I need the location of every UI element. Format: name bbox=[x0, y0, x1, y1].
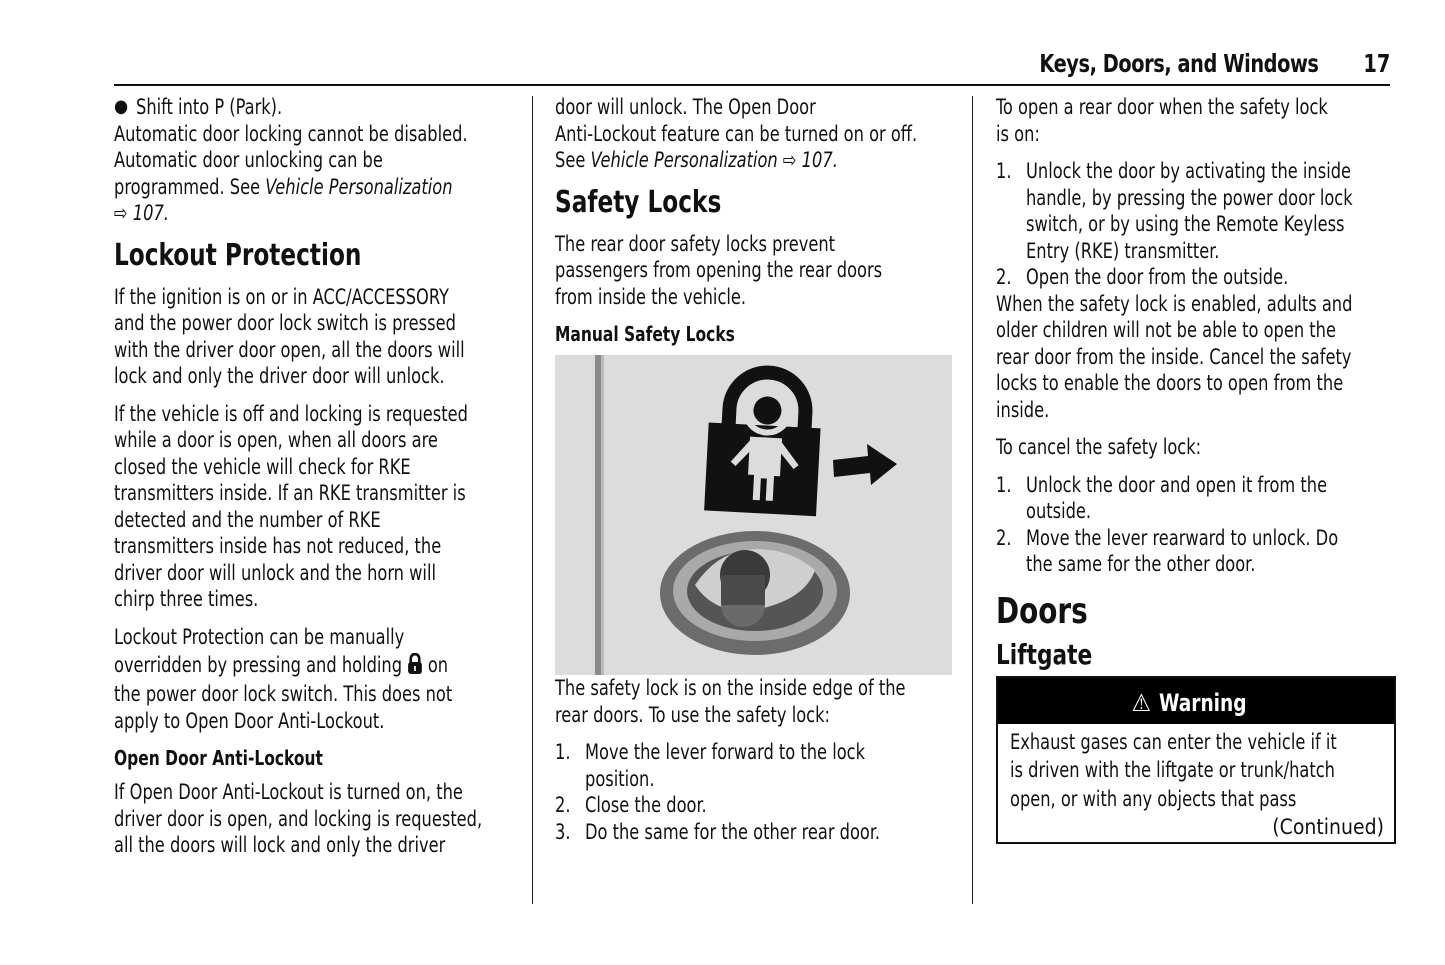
list-item bbox=[996, 525, 1396, 578]
heading-liftgate: Liftgate bbox=[996, 637, 1093, 671]
list-text: Move the lever forward to the lock position. bbox=[585, 740, 866, 791]
list-number: 1. bbox=[996, 472, 1012, 497]
paragraph: Automatic door locking cannot be disabled. Automatic door unlocking can be programmed. See Vehicle Personalization ⇨ 107. bbox=[114, 121, 468, 225]
text-line: locks to enable the doors to open from the bbox=[996, 371, 1344, 395]
column-2 bbox=[555, 94, 955, 845]
warning-header: ⚠ Warning bbox=[998, 678, 1394, 724]
list-item bbox=[996, 264, 1396, 291]
paragraph: Lockout Protection can be manually overridden by pressing and holding on the power door lock switch. This does not apply to Open Door Anti-Lockout. bbox=[114, 624, 453, 733]
column-1 bbox=[114, 94, 514, 870]
bullet-item: ● Shift into P (Park). bbox=[114, 95, 283, 119]
paragraph bbox=[555, 231, 955, 311]
list-text: Unlock the door by activating the inside handle, by pressing the power door lock switch, or by using the Remote Keyless Entry (RKE) transmitter. bbox=[1026, 159, 1353, 263]
warning-box bbox=[996, 676, 1396, 844]
text-line: If the ignition is on or in ACC/ACCESSORY bbox=[114, 284, 449, 309]
arrow-ref-icon: ⇨ bbox=[114, 201, 133, 225]
list-item bbox=[555, 792, 955, 819]
text-line: lock and only the driver door will unlock. bbox=[114, 364, 445, 388]
text-line: all the doors will lock and only the driver bbox=[114, 833, 446, 857]
heading-open-door-anti-lockout: Open Door Anti-Lockout bbox=[114, 746, 323, 770]
text-line: chirp three times. bbox=[114, 587, 259, 611]
list-text: Do the same for the other rear door. bbox=[585, 819, 881, 844]
arrow-ref-icon: ⇨ bbox=[777, 148, 802, 172]
list-item bbox=[555, 819, 955, 846]
heading-doors: Doors bbox=[996, 590, 1088, 632]
numbered-list bbox=[996, 472, 1396, 578]
paragraph bbox=[555, 675, 955, 728]
list-number: 2. bbox=[555, 793, 571, 817]
column-3 bbox=[996, 94, 1396, 844]
paragraph bbox=[114, 284, 514, 390]
text-line: The safety lock is on the inside edge of the bbox=[555, 676, 906, 700]
lock-lever bbox=[660, 531, 850, 655]
text-line: detected and the number of RKE bbox=[114, 507, 381, 532]
text-line: rear doors. To use the safety lock: bbox=[555, 702, 830, 727]
list-number: 1. bbox=[996, 159, 1012, 183]
text-line: transmitters inside. If an RKE transmitter is bbox=[114, 481, 466, 505]
text-line: If the vehicle is off and locking is requested bbox=[114, 401, 468, 426]
list-text: Open the door from the outside. bbox=[1026, 265, 1289, 289]
text-line: The rear door safety locks prevent bbox=[555, 231, 836, 256]
text-line: is driven with the liftgate or trunk/hatch bbox=[1010, 758, 1335, 782]
paragraph bbox=[996, 94, 1396, 147]
text-line: door will unlock. The Open Door bbox=[555, 95, 816, 119]
text-line: driver door will unlock and the horn will bbox=[114, 560, 436, 585]
numbered-list bbox=[996, 158, 1396, 291]
list-number: 3. bbox=[555, 819, 571, 844]
cross-reference-link[interactable]: Vehicle Personalization bbox=[590, 148, 778, 172]
page-ref-link[interactable]: 107. bbox=[132, 201, 169, 225]
list-text: Unlock the door and open it from the outside. bbox=[1026, 472, 1328, 523]
list-number: 2. bbox=[996, 265, 1012, 289]
warning-triangle-icon: ⚠ bbox=[1131, 688, 1152, 717]
text-line: older children will not be able to open the bbox=[996, 318, 1336, 342]
text-line: passengers from opening the rear doors bbox=[555, 258, 883, 282]
list-text: Move the lever rearward to unlock. Do the same for the other door. bbox=[1026, 525, 1339, 576]
text-line: while a door is open, when all doors are bbox=[114, 428, 438, 452]
list-item bbox=[555, 739, 955, 792]
paragraph: To cancel the safety lock: bbox=[996, 435, 1202, 459]
page-header bbox=[114, 44, 1390, 86]
page-number: 17 bbox=[1363, 49, 1390, 78]
column-divider bbox=[532, 96, 533, 904]
text-line: and the power door lock switch is pressed bbox=[114, 311, 456, 335]
text-line: Anti-Lockout feature can be turned on or off. bbox=[555, 121, 918, 146]
text-line: To open a rear door when the safety lock bbox=[996, 95, 1328, 119]
page-ref-link[interactable]: 107. bbox=[801, 148, 838, 172]
heading-manual-safety-locks: Manual Safety Locks bbox=[555, 322, 735, 346]
heading-lockout-protection: Lockout Protection bbox=[114, 237, 362, 273]
column-divider bbox=[972, 96, 973, 904]
paragraph bbox=[114, 779, 514, 859]
list-number: 1. bbox=[555, 740, 571, 764]
numbered-list bbox=[555, 739, 955, 845]
text-line: Exhaust gases can enter the vehicle if it bbox=[1010, 729, 1337, 754]
lock-icon bbox=[407, 653, 422, 675]
text-line: transmitters inside has not reduced, the bbox=[114, 534, 442, 558]
text-line: open, or with any objects that pass bbox=[1010, 786, 1297, 811]
text-line: rear door from the inside. Cancel the safety bbox=[996, 344, 1352, 369]
heading-safety-locks: Safety Locks bbox=[555, 184, 722, 220]
paragraph bbox=[114, 401, 514, 613]
section-title: Keys, Doors, and Windows bbox=[1038, 49, 1318, 78]
text-line: If Open Door Anti-Lockout is turned on, the bbox=[114, 780, 463, 804]
text-line: with the driver door open, all the doors will bbox=[114, 337, 465, 362]
safety-lock-illustration bbox=[555, 355, 952, 675]
text-line: driver door is open, and locking is requested, bbox=[114, 806, 483, 831]
text-line: When the safety lock is enabled, adults and bbox=[996, 291, 1353, 316]
continued-label: (Continued) bbox=[1272, 815, 1384, 839]
list-number: 2. bbox=[996, 525, 1012, 550]
text-line: is on: bbox=[996, 121, 1040, 146]
bullet-icon: ● bbox=[114, 96, 129, 117]
list-item bbox=[996, 472, 1396, 525]
text-line: inside. bbox=[996, 397, 1050, 422]
text-line: from inside the vehicle. bbox=[555, 284, 747, 309]
warning-text bbox=[998, 724, 1394, 842]
door-edge bbox=[595, 355, 601, 675]
paragraph: door will unlock. The Open Door Anti-Lockout feature can be turned on or off. See Vehicle Personalization ⇨ 107. bbox=[555, 95, 918, 172]
list-text: Close the door. bbox=[585, 793, 707, 817]
paragraph bbox=[996, 291, 1396, 424]
cross-reference-link[interactable]: Vehicle Personalization bbox=[265, 174, 453, 199]
text-line: closed the vehicle will check for RKE bbox=[114, 454, 411, 479]
list-item bbox=[996, 158, 1396, 264]
